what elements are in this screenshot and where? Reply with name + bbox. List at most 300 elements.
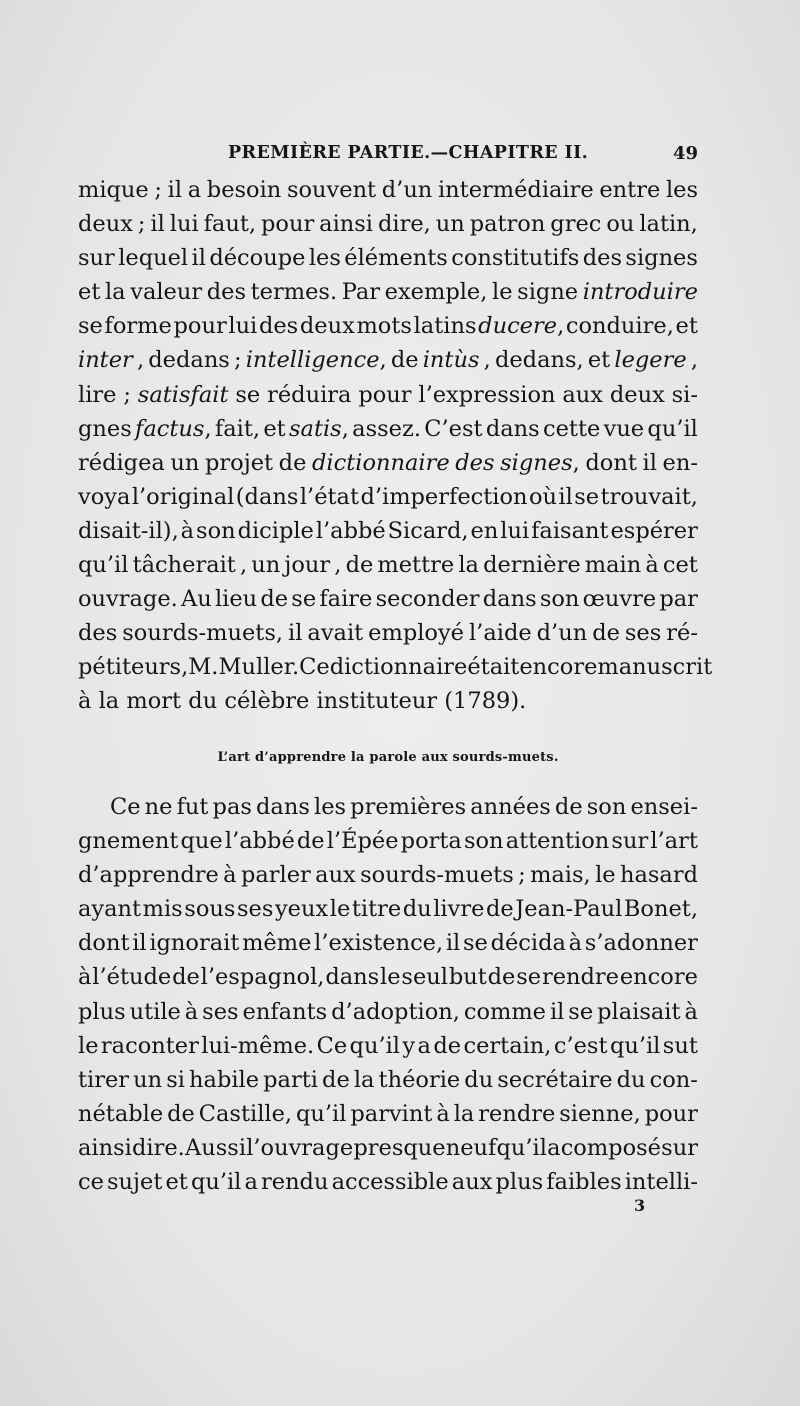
word: valeur [130, 279, 203, 306]
word: intelligence, [245, 347, 387, 374]
word: gnes [78, 415, 132, 442]
word: ce [78, 1169, 104, 1196]
word: factus, [135, 415, 212, 442]
word: lequel [118, 245, 189, 272]
word: tâcherait [132, 552, 236, 579]
word: même [242, 930, 312, 957]
word: du [188, 688, 218, 715]
word: sut [662, 1032, 698, 1059]
word: la [458, 552, 479, 579]
word: et [263, 415, 286, 442]
text-line [78, 241, 698, 275]
word: Par [341, 279, 381, 306]
word: dans [325, 964, 380, 991]
text-line [78, 412, 698, 446]
word: (1789). [444, 688, 527, 715]
word: se [516, 964, 542, 991]
word: ; [518, 862, 526, 889]
word: par [659, 586, 698, 613]
word: intelli- [624, 1169, 698, 1196]
word: instituteur [316, 688, 438, 715]
word: lire [78, 381, 117, 408]
word: termes. [250, 279, 338, 306]
word: premières [350, 794, 467, 820]
word: sous [184, 896, 236, 923]
word: sourds-muets [360, 862, 514, 889]
word: à [568, 930, 583, 957]
word: con- [649, 1066, 698, 1093]
word: et [78, 279, 101, 306]
word: il [288, 620, 303, 647]
word: gnement [78, 828, 179, 855]
word: encore [619, 964, 698, 991]
word: latins [413, 313, 477, 340]
word: legere [614, 347, 687, 374]
word: en- [662, 449, 698, 476]
word: manuscrit [597, 654, 713, 681]
word: de [167, 1100, 195, 1127]
word: sourds-muets, [122, 620, 284, 647]
word: les [665, 177, 698, 203]
word: mais, [530, 862, 591, 889]
word: dictionnaire [312, 449, 450, 476]
word: la [98, 688, 120, 715]
text-line [78, 480, 698, 514]
word: qu’il [647, 415, 698, 442]
word: d’apprendre [78, 862, 219, 889]
word: un [170, 449, 200, 476]
word: ensei- [630, 794, 698, 820]
signature-mark: 3 [634, 1196, 646, 1215]
word: a [547, 1134, 561, 1161]
word: des [206, 279, 247, 306]
word: voya [78, 483, 131, 510]
word: assez. [352, 415, 422, 442]
word: M. [188, 654, 219, 681]
word: des [455, 449, 495, 476]
word: dedans, [494, 347, 584, 374]
word: et [675, 313, 698, 340]
word: attention [505, 828, 610, 855]
word: main [584, 552, 642, 579]
word: mique [78, 177, 149, 203]
word: les [314, 794, 347, 820]
word: un [251, 552, 281, 579]
word: a [417, 1032, 431, 1059]
word: pour [358, 381, 412, 408]
word: exemple, [384, 279, 488, 306]
word: de [485, 896, 514, 923]
word: de [487, 964, 516, 991]
word: , [690, 347, 698, 374]
word: si- [671, 381, 698, 408]
word: son [586, 794, 627, 820]
word: introduire [582, 279, 698, 306]
word: parti [263, 1066, 318, 1093]
word: œuvre [582, 586, 657, 613]
word: yeux [274, 896, 329, 923]
word: presque [353, 1134, 446, 1161]
word: ré- [666, 620, 698, 647]
word: de [322, 1066, 350, 1093]
word: , [136, 347, 145, 374]
word: faisant [531, 517, 609, 544]
text-line [78, 446, 698, 480]
word: plaisait [597, 998, 681, 1025]
word: employé [368, 620, 464, 647]
word: l’expression [418, 381, 556, 408]
text-line [78, 960, 698, 994]
word: se [291, 586, 317, 613]
word: sur [611, 828, 649, 855]
word: Ce [110, 794, 141, 820]
word: décida [490, 930, 566, 957]
word: ne [144, 794, 173, 820]
word: ignorait [149, 930, 240, 957]
word: sujet [107, 1169, 163, 1196]
word: de [278, 449, 307, 476]
word: certain, [463, 1032, 552, 1059]
word: seconder [375, 586, 480, 613]
word: de [296, 828, 325, 855]
word: patron [469, 211, 546, 238]
word: vue [603, 415, 645, 442]
word: si [166, 1066, 185, 1093]
word: et [587, 347, 611, 374]
word: il [549, 998, 565, 1025]
word: nétable [78, 1100, 164, 1127]
word: inter [78, 347, 133, 374]
word: signe [517, 279, 579, 306]
word: la [353, 1066, 375, 1093]
word: des [78, 620, 118, 647]
word: du [464, 1066, 494, 1093]
word: dernière [483, 552, 581, 579]
word: constitutifs [451, 245, 580, 272]
word: hasard [619, 862, 698, 889]
word: aux [562, 381, 603, 408]
word: réduira [267, 381, 352, 408]
word: accessible [331, 1169, 449, 1196]
word: espérer [610, 517, 698, 544]
word: l’art [650, 828, 698, 855]
word: pour [644, 1100, 698, 1127]
word: des [258, 313, 299, 340]
word: lui-même. [201, 1032, 315, 1059]
word: porta [400, 828, 462, 855]
word: diciple [237, 517, 314, 544]
word: son [539, 586, 580, 613]
text-line [78, 684, 698, 718]
word: rendre [478, 1100, 556, 1127]
word: satis, [288, 415, 349, 442]
word: lui [228, 313, 258, 340]
word: que [180, 828, 223, 855]
word: dire. [132, 1134, 185, 1161]
word: pour [261, 211, 315, 238]
word: son [196, 517, 236, 544]
word: Ce [316, 1032, 348, 1059]
word: l’abbé [224, 828, 295, 855]
word: dont [585, 449, 637, 476]
word: ses [624, 620, 662, 647]
word: parler [240, 862, 311, 889]
text-line [78, 548, 698, 582]
word: d’un [536, 620, 588, 647]
word: à [223, 862, 237, 889]
word: dedans [148, 347, 230, 374]
word: l’aide [468, 620, 532, 647]
word: son [463, 828, 504, 855]
word: se [462, 930, 488, 957]
word: ainsi [319, 211, 374, 238]
word: y [402, 1032, 416, 1059]
text-line [78, 173, 698, 207]
word: qu’il [78, 552, 129, 579]
text-line [78, 1063, 698, 1097]
paragraph-1 [78, 173, 713, 719]
word: enfants [242, 998, 328, 1025]
word: Jean-Paul [515, 896, 623, 923]
word: entre [599, 177, 661, 203]
word: ouvrage. [78, 586, 178, 613]
word: dictionnaire [329, 654, 468, 681]
word: ainsi [78, 1134, 132, 1161]
word: pas [212, 794, 252, 820]
word: a [187, 177, 202, 203]
word: lui [500, 517, 530, 544]
text-line [78, 616, 698, 650]
text-line [78, 926, 698, 960]
word: forme [104, 313, 172, 340]
word: du [402, 896, 432, 923]
word: lui [169, 211, 199, 238]
word: dans [482, 586, 537, 613]
word: tirer [78, 1066, 130, 1093]
word: de [172, 964, 200, 991]
text-line [78, 790, 698, 824]
word: plus [78, 998, 126, 1025]
word: sienne, [559, 1100, 641, 1127]
word: Au [181, 586, 212, 613]
word: signes [625, 245, 698, 272]
word: raconter [100, 1032, 199, 1059]
word: années [470, 794, 551, 820]
text-line [78, 309, 698, 343]
word: il [558, 483, 573, 510]
word: c’est [553, 1032, 608, 1059]
word: l’original [131, 483, 235, 510]
word: jour [284, 552, 331, 579]
word: ou [606, 211, 635, 238]
running-head [78, 143, 698, 173]
word: souvent [286, 177, 377, 203]
word: rendu [261, 1169, 329, 1196]
word: de [260, 586, 289, 613]
word: seul [401, 964, 448, 991]
word: rendre [541, 964, 619, 991]
word: cet [662, 552, 698, 579]
word: qu’il [296, 1100, 347, 1127]
word: l’abbé [315, 517, 386, 544]
word: la [104, 279, 126, 306]
word: intermédiaire [437, 177, 594, 203]
word: Bonet, [623, 896, 698, 923]
word: à [180, 517, 195, 544]
word: et [165, 1169, 188, 1196]
text-line [78, 1131, 698, 1165]
word: ; [154, 177, 162, 203]
word: l’état [299, 483, 360, 510]
word: mettre [377, 552, 455, 579]
word: habile [189, 1066, 260, 1093]
word: en [470, 517, 499, 544]
word: avait [307, 620, 364, 647]
word: livre [433, 896, 485, 923]
word: à [184, 998, 199, 1025]
word: d’un [381, 177, 433, 203]
word: , [334, 552, 342, 579]
word: fait, [214, 415, 261, 442]
word: découpe [209, 245, 306, 272]
word: d’adoption, [331, 998, 460, 1025]
text-line [78, 1165, 698, 1199]
word: secrétaire [497, 1066, 613, 1093]
word: était [467, 654, 520, 681]
word: à [78, 964, 92, 991]
text-line [78, 207, 698, 241]
word: de [390, 347, 419, 374]
word: l’existence, [314, 930, 444, 957]
word: du [616, 1066, 646, 1093]
word: plus [495, 1169, 544, 1196]
word: l’Épée [326, 828, 399, 855]
word: le [595, 862, 616, 889]
word: sur [661, 1134, 698, 1161]
word: à [645, 552, 659, 579]
word: dont [78, 930, 130, 957]
word: se [568, 998, 594, 1025]
word: , [239, 552, 248, 579]
word: le [380, 964, 401, 991]
text-line [78, 1029, 698, 1063]
word: faire [319, 586, 373, 613]
word: les [308, 245, 341, 272]
word: l’espagnol, [200, 964, 325, 991]
word: ses [202, 998, 239, 1025]
word: aux [315, 862, 356, 889]
word: disait-il), [78, 517, 179, 544]
text-line [78, 650, 713, 684]
word: latin, [639, 211, 698, 238]
word: dans [485, 415, 540, 442]
text-line [78, 824, 698, 858]
word: il [445, 930, 461, 957]
word: s’adonner [584, 930, 698, 957]
word: parvint [350, 1100, 433, 1127]
word: se [78, 313, 103, 340]
word: deux [78, 211, 133, 238]
word: pour [173, 313, 227, 340]
word: ; [234, 347, 242, 374]
word: signes, [500, 449, 580, 476]
word: faut, [203, 211, 257, 238]
text-line [78, 514, 698, 548]
text-line [78, 343, 698, 377]
word: la [453, 1100, 475, 1127]
word: ayant [78, 896, 142, 923]
word: cette [543, 415, 601, 442]
word: encore [519, 654, 598, 681]
word: intùs [422, 347, 480, 374]
word: à [684, 998, 698, 1025]
word: a [244, 1169, 258, 1196]
word: de [592, 620, 620, 647]
word: sur [78, 245, 115, 272]
running-title: PREMIÈRE PARTIE.—CHAPITRE II. [228, 143, 589, 163]
word: qu’il [496, 1134, 547, 1161]
word: il [150, 211, 165, 238]
text-line [78, 1097, 698, 1131]
text-line [78, 995, 698, 1029]
word: le [78, 1032, 99, 1059]
word: il [167, 177, 183, 203]
text-line [78, 275, 698, 309]
word: grec [550, 211, 602, 238]
word: (dans [235, 483, 299, 510]
word: pétiteurs, [78, 654, 189, 681]
word: fut [176, 794, 209, 820]
word: dire, [377, 211, 431, 238]
word: théorie [378, 1066, 461, 1093]
word: le [329, 896, 351, 923]
word: mots [356, 313, 412, 340]
word: de [345, 552, 374, 579]
word: trouvait, [600, 483, 698, 510]
text-line [78, 858, 698, 892]
word: deux [299, 313, 355, 340]
word: Ce [299, 654, 330, 681]
word: où [528, 483, 557, 510]
word: célèbre [224, 688, 310, 715]
word: l’étude [92, 964, 172, 991]
word: lieu [214, 586, 258, 613]
word: besoin [206, 177, 282, 203]
text-line [78, 892, 698, 926]
word: satisfait [137, 381, 229, 408]
word: à [78, 688, 92, 715]
word: dans [256, 794, 310, 820]
word: , [483, 347, 491, 374]
word: des [582, 245, 623, 272]
page-number: 49 [672, 143, 698, 164]
word: projet [205, 449, 274, 476]
word: qu’il [609, 1032, 661, 1059]
word: à [436, 1100, 450, 1127]
word: conduire, [565, 313, 674, 340]
paragraph-2 [78, 790, 698, 1199]
word: aux [451, 1169, 493, 1196]
word: un [133, 1066, 163, 1093]
word: deux [609, 381, 665, 408]
word: éléments [344, 245, 448, 272]
text-line [78, 582, 698, 616]
word: ; [137, 211, 146, 238]
word: le [492, 279, 513, 306]
word: d’imperfection [360, 483, 528, 510]
word: but [448, 964, 487, 991]
word: ; [123, 381, 131, 408]
